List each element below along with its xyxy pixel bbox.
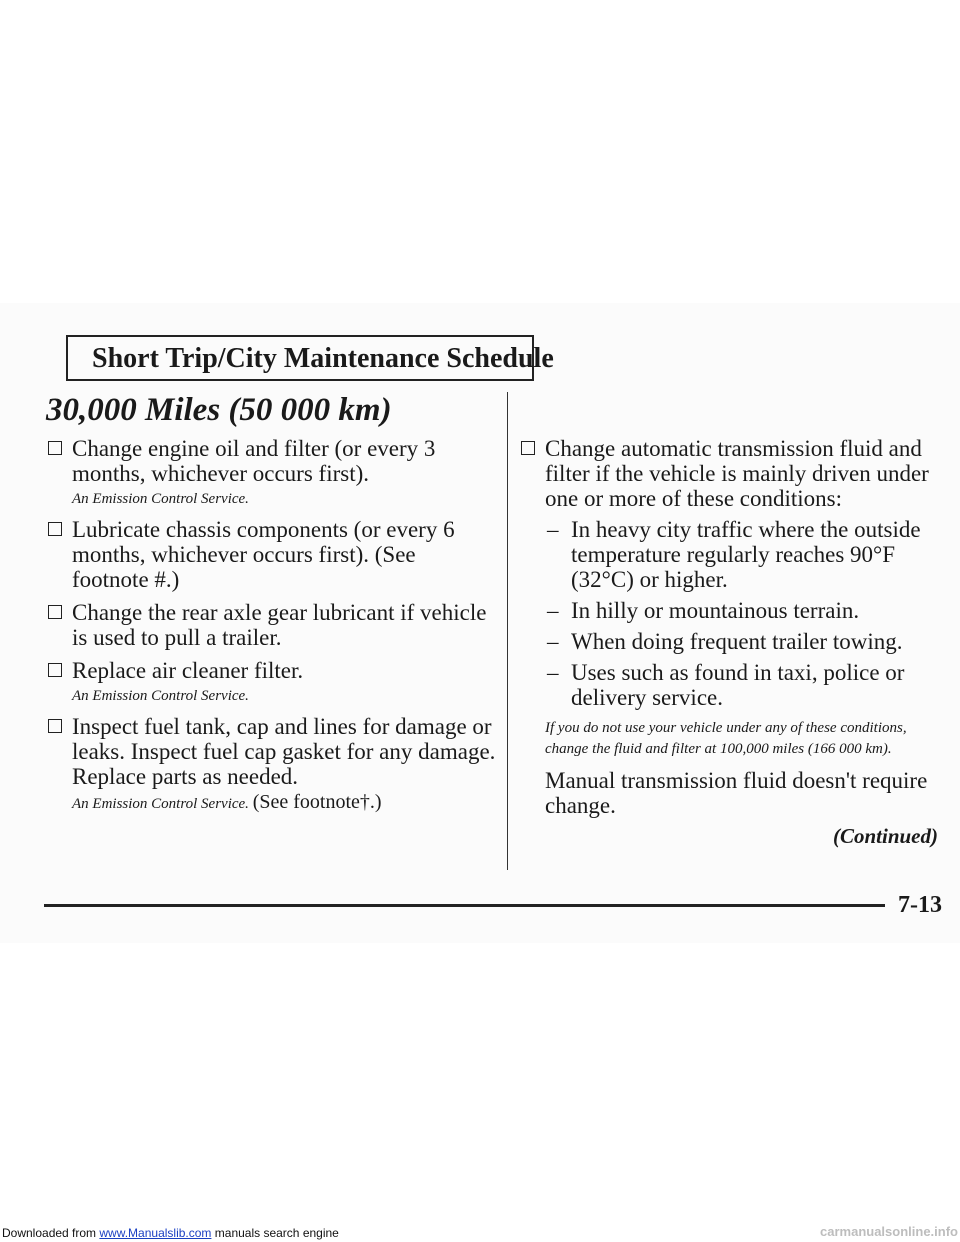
manualslib-link[interactable]: www.Manualslib.com [99,1226,212,1240]
right-column [519,436,944,818]
footnote-reference: (See footnote†.) [252,791,382,813]
section-heading: 30,000 Miles (50 000 km) [46,392,392,428]
watermark: carmanualsonline.info [820,1224,958,1239]
dash-bullet: – [547,517,559,542]
condition-text: Uses such as found in taxi, police or delivery service. [571,660,905,710]
checkbox-icon[interactable] [48,719,62,733]
dash-bullet: – [547,660,559,685]
item-note-text: An Emission Control Service. [72,796,249,812]
checkbox-icon[interactable] [48,605,62,619]
checkbox-icon[interactable] [48,663,62,677]
condition-text: In heavy city traffic where the outside temperature regularly reaches 90°F (32°C) or higher. [571,517,921,592]
checkbox-icon[interactable] [48,441,62,455]
condition-item [519,629,944,654]
condition-text: When doing frequent trailer towing. [571,629,903,654]
item-text: Replace air cleaner filter. [72,658,304,683]
checklist-item [46,436,496,509]
condition-item [519,598,944,623]
page-number: 7-13 [898,892,942,918]
item-text: Change engine oil and filter (or every 3 months, whichever occurs first). [72,436,436,486]
download-source-bar [2,1226,339,1240]
condition-item [519,517,944,592]
checklist-item [519,436,944,511]
continued-label: (Continued) [832,824,938,848]
checklist-item [46,714,496,814]
left-column [46,436,496,814]
dash-bullet: – [547,598,559,623]
item-note: An Emission Control Service. [72,491,249,507]
download-prefix: Downloaded from [2,1226,100,1240]
schedule-header-box [66,335,554,381]
schedule-title: Short Trip/City Maintenance Schedule [92,343,554,374]
item-note: An Emission Control Service. [72,688,249,704]
checkbox-icon[interactable] [521,441,535,455]
checklist-item [46,517,496,592]
checklist-item [46,600,496,650]
item-note [72,792,496,814]
item-text: Change automatic transmission fluid and filter if the vehicle is mainly driven under one or more of these conditions: [545,436,929,511]
manual-transmission-note: Manual transmission fluid doesn't require change. [545,768,928,818]
fluid-note: If you do not use your vehicle under any of these conditions, change the fluid and filter at 100,000 miles (166 000 km). [545,720,907,757]
item-text: Lubricate chassis components (or every 6 months, whichever occurs first). (See footnote #.) [72,517,455,592]
condition-text: In hilly or mountainous terrain. [571,598,860,623]
condition-item [519,660,944,710]
checkbox-icon[interactable] [48,522,62,536]
download-suffix: manuals search engine [211,1226,339,1240]
checklist-item [46,658,496,706]
column-divider [507,392,508,870]
bottom-rule [44,904,885,907]
dash-bullet: – [547,629,559,654]
item-text: Change the rear axle gear lubricant if vehicle is used to pull a trailer. [72,600,487,650]
item-text: Inspect fuel tank, cap and lines for damage or leaks. Inspect fuel cap gasket for any damage. Replace parts as needed. [72,714,496,789]
